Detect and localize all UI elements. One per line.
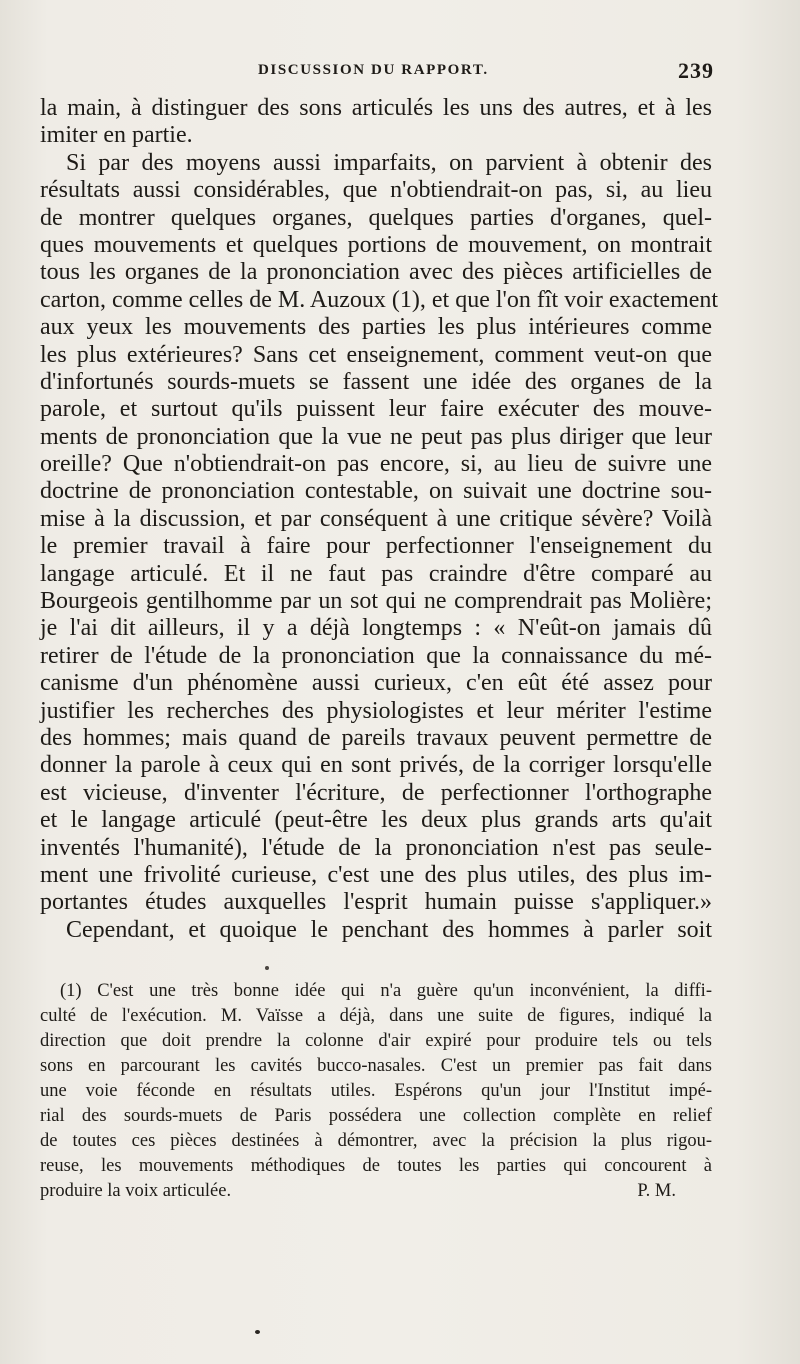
running-title: DISCUSSION DU RAPPORT. (258, 62, 489, 78)
ink-speck (255, 1330, 260, 1334)
footnote-line: sons en parcourant les cavités bucco-nasales. C'est un premier pas fait dans (40, 1056, 712, 1076)
text-line: mise à la discussion, et par conséquent à une critique sévère? Voilà (40, 505, 712, 532)
text-line: les plus extérieures? Sans cet enseignement, comment veut-on que (40, 341, 712, 368)
text-line: ment une frivolité curieuse, c'est une des plus utiles, des plus im- (40, 861, 712, 888)
footnote-line: de toutes ces pièces destinées à démontrer, avec la précision la plus rigou- (40, 1131, 712, 1151)
footnote-signature: P. M. (637, 1181, 676, 1201)
text-line: Cependant, et quoique le penchant des hommes à parler soit (66, 916, 712, 943)
text-line: parole, et surtout qu'ils puissent leur faire exécuter des mouve- (40, 396, 712, 423)
footnote-line: rial des sourds-muets de Paris possédera une collection complète en relief (40, 1106, 712, 1126)
text-line: de montrer quelques organes, quelques parties d'organes, quel- (40, 204, 712, 231)
text-line: la main, à distinguer des sons articulés les uns des autres, et à les (40, 95, 712, 121)
text-line: carton, comme celles de M. Auzoux (1), et que l'on fît voir exactement (40, 286, 719, 313)
text-line: Si par des moyens aussi imparfaits, on parvient à obtenir des (66, 149, 712, 176)
text-line: tous les organes de la prononciation avec des pièces artificielles de (40, 259, 712, 286)
footnote-last-text: produire la voix articulée. (40, 1181, 232, 1201)
footnote-line (40, 1179, 712, 1204)
text-line: oreille? Que n'obtiendrait-on pas encore, si, au lieu de suivre une (40, 451, 712, 478)
text-line: ques mouvements et quelques portions de mouvement, on montrait (40, 231, 712, 258)
text-line: canisme d'un phénomène aussi curieux, c'en eût été assez pour (40, 670, 712, 697)
text-line: est vicieuse, d'inventer l'écriture, de perfectionner l'orthographe (40, 779, 712, 806)
text-line: aux yeux les mouvements des parties les plus intérieures comme (40, 314, 712, 341)
text-line: le premier travail à faire pour perfectionner l'enseignement du (40, 533, 712, 560)
text-line: imiter en partie. (40, 122, 193, 149)
page-number: 239 (678, 58, 714, 83)
text-line: inventés l'humanité), l'étude de la prononciation n'est pas seule- (40, 834, 712, 861)
footnote-line: une voie féconde en résultats utiles. Espérons qu'un jour l'Institut impé- (40, 1081, 712, 1101)
footnote-line: direction que doit prendre la colonne d'air expiré pour produire tels ou tels (40, 1031, 712, 1051)
text-line: d'infortunés sourds-muets se fassent une idée des organes de la (40, 368, 712, 395)
footnote-separator (265, 966, 269, 970)
text-line: justifier les recherches des physiologistes et leur mériter l'estime (40, 697, 712, 724)
footnote-line: (1) C'est une très bonne idée qui n'a guère qu'un inconvénient, la diffi- (60, 981, 712, 1001)
text-line: retirer de l'étude de la prononciation que la connaissance du mé- (40, 642, 712, 669)
footnote (40, 979, 712, 1204)
main-text (40, 95, 719, 944)
text-line: doctrine de prononciation contestable, on suivait une doctrine sou- (40, 478, 712, 505)
footnote-line: culté de l'exécution. M. Vaïsse a déjà, dans une suite de figures, indiqué la (40, 1006, 712, 1026)
footnote-line: reuse, les mouvements méthodiques de toutes les parties qui concourent à (40, 1156, 712, 1176)
text-line: des hommes; mais quand de pareils travaux peuvent permettre de (40, 724, 712, 751)
text-line: donner la parole à ceux qui en sont privés, de la corriger lorsqu'elle (40, 752, 712, 779)
text-line: je l'ai dit ailleurs, il y a déjà longtemps : « N'eût-on jamais dû (40, 615, 712, 642)
text-line: et le langage articulé (peut-être les deux plus grands arts qu'ait (40, 807, 712, 834)
text-line: résultats aussi considérables, que n'obtiendrait-on pas, si, au lieu (40, 177, 712, 204)
text-line: langage articulé. Et il ne faut pas craindre d'être comparé au (40, 560, 712, 587)
page-header (40, 60, 712, 88)
text-line: portantes études auxquelles l'esprit humain puisse s'appliquer.» (40, 889, 712, 916)
text-line: ments de prononciation que la vue ne peut pas plus diriger que leur (40, 423, 712, 450)
text-line: Bourgeois gentilhomme par un sot qui ne comprendrait pas Molière; (40, 588, 712, 615)
